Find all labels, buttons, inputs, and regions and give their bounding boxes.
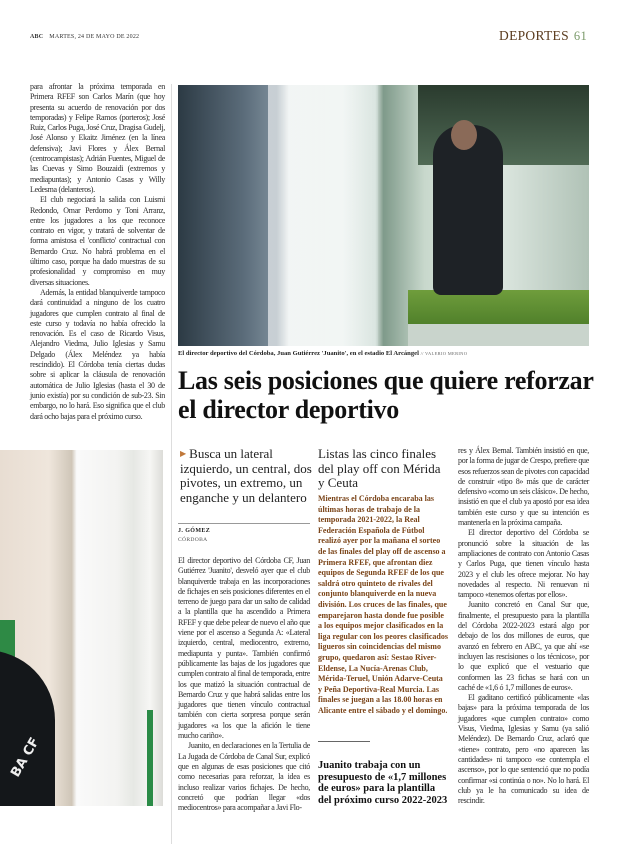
location: CÓRDOBA — [178, 537, 208, 543]
photo-caption — [178, 350, 598, 357]
caption-text: El director deportivo del Córdoba, Juan Gutiérrez 'Juanito', en el estadio El Arcángel — [178, 350, 419, 357]
page-header-right — [499, 28, 587, 44]
photo-glass-panel — [268, 85, 378, 346]
photo-person-head — [451, 120, 477, 150]
brand: ABC — [30, 34, 44, 40]
paragraph: El gaditano certificó públicamente «las bajas» para la próxima temporada de los jugadores «que cumplen contrato» como Visus, Viedma, Iglesias y Samu (ya salió Meléndez). De Bernardo Cruz, aclaró que «tiene» contrato, pero «no aparecen las cantidades» ni tampoco «se contempla el ascenso», por lo que sentenció que no podía confirmar «si continúa o no». No lo hará. El club ya le ha comunicado su idea de rescindir. — [458, 693, 589, 806]
paragraph: res y Álex Bernal. También insistió en que, por la forma de jugar de Crespo, prefiere que esos refuerzos sean de pivotes con capacidad de construir «tipo 8» más que de carácter defensivo «como un seis clásico». De hecho, insistió en que el club ya apostó por esa idea también este curso y que su intención es mantenerla en la próxima campaña. — [458, 446, 589, 528]
section-name: DEPORTES — [499, 28, 569, 43]
photo-base — [408, 324, 589, 346]
photo-pipe — [147, 710, 153, 806]
paragraph: El club negociará la salida con Luismi Redondo, Omar Perdomo y Toni Arranz, entre los jugadores a los que reconoce contrato en vigor, y tratará de solventar de forma amistosa el 'conflicto' contractual con Bernardo Cruz. No habrá problema en el último caso, porque ha dado muestras de su profesionalidad y compromiso en muy diversas situaciones. — [30, 195, 165, 287]
page-header-left — [30, 34, 139, 40]
paragraph: Además, la entidad blanquiverde tampoco dará continuidad a ninguno de los cuatro jugadores que cumplen contrato al final de este curso y todavía no había ofrecido la renovación. Es el caso de Ricardo Visus, Alejandro Viedma, Julio Iglesias y Samu Delgado (Álex Meléndez ya había rescindido). El Córdoba tenía ciertas dudas sobre si aplicar la cláusula de renovación automática de Julio Iglesias (hasta el 30 de junio existía) por su condición de sub-23. Sin embargo, no lo hará. Eso significa que el club dará ocho bajas para el próximo curso. — [30, 287, 165, 421]
divider — [178, 523, 310, 524]
headline: Las seis posiciones que quiere reforzar el director deportivo — [178, 366, 594, 424]
triangle-icon: ▶ — [180, 449, 187, 458]
subheadline: Juanito trabaja con un presupuesto de «1,7 millones de euros» para la plantilla del próximo curso 2022-2023 — [318, 760, 448, 806]
shirt-logo: BA CF — [8, 735, 43, 780]
author: J. GÓMEZ — [178, 528, 211, 534]
page-number: 61 — [573, 29, 587, 43]
column-divider — [171, 84, 172, 844]
paragraph: El director deportivo del Córdoba se pronunció sobre la situación de las ampliaciones de contrato con Antonio Casas y Carlos Puga, que tienen vínculo hasta 2023 y el club les ofrece mejorar. No hay novedades al respecto. Ni renuevan ni tampoco «tenemos ofertas por ellos». — [458, 528, 589, 600]
photo-credit: // VALERIO MERINO — [420, 351, 468, 356]
paragraph: El director deportivo del Córdoba CF, Juan Gutiérrez 'Juanito', desveló ayer que el club blanquiverde trabaja en las incorporaciones de fichajes en seis posiciones diferentes en el terreno de juego para dar un salto de calidad a la plantilla que ha ascendido a Primera RFEF y que debe pelear de nuevo el año que viene por el ascenso a Segunda A: «Lateral izquierdo, central, mediocentro, extremo, mediapunta y punta». También confirmó públicamente las bajas de los jugadores que cumplen contrato al final de temporada, entre los que matizó la situación contractual de Bernardo Cruz y que habrá salidas entre los jugadores que tienen vínculo contractual también con cierta sorpresa porque serán jugadores «a los que la afición le tiene mucho cariño». — [178, 556, 310, 741]
main-photo — [178, 85, 589, 346]
article-column-1 — [178, 556, 310, 813]
paragraph: para afrontar la próxima temporada en Primera RFEF son Carlos Marín (que hoy presenta su acuerdo de renovación por dos temporadas) y Felipe Ramos (porteros); José Ruiz, Carlos Puga, José Cruz, Dragisa Gudelj, José Alonso y Ekaitz Jiménez (en la línea defensiva); Javi Flores y Álex Bernal (centrocampistas); Adrián Fuentes, Miguel de las Cuevas y Simo Bouzaidi (extremos y mediapuntas); y Antonio Casas y Willy Ledesma (delanteros). — [30, 82, 165, 194]
photo-shirt — [0, 650, 55, 806]
photo-grass — [408, 290, 589, 326]
byline — [178, 527, 210, 545]
kicker — [180, 447, 312, 505]
left-column-text — [30, 82, 165, 422]
side-photo — [0, 450, 163, 806]
article-column-3 — [458, 446, 589, 806]
photo-person — [433, 125, 503, 295]
paragraph: Juanito, en declaraciones en la Tertulia de La Jugada de Córdoba de Canal Sur, explicó que en algunas de esas posiciones que citó como necesarias para reforzar, la idea es incluso realizar varios fichajes. De hecho, concretó que podrían llegar «dos mediocentros» para acompañar a Javi Flo- — [178, 741, 310, 813]
date: MARTES, 24 DE MAYO DE 2022 — [49, 34, 140, 40]
sidebar-text: Mientras el Córdoba encaraba las últimas horas de trabajo de la temporada 2021-2022, la Real Federación Española de Fútbol realizó ayer por la mañana el sorteo de las finales del play off de ascenso a Primera RFEF, que afrontan diez equipos de Segunda RFEF de los que saldrá otro quinteto de rivales del conjunto blanquiverde en la nueva división. Los cruces de las finales, que emparejaron hasta donde fue posible a los equipos mejor clasificados en la liga regular con los peores clasificados ligueros sin coincidencias del mismo grupo, quedaron así: Sestao River-Eldense, La Nucía-Arenas Club, Mérida-Teruel, Unión Adarve-Ceuta y Peña Deportiva-Real Murcia. Las finales se juegan a las 18.00 horas en Alicante entre el sábado y el domingo. — [318, 494, 448, 715]
paragraph: Juanito concretó en Canal Sur que, finalmente, el presupuesto para la plantilla del Córdoba 2022-2023 estará algo por debajo de los dos millones de euros, que avanzó en febrero en ABC, ya que ahí «se incluyen las rescisiones o los técnicos», por lo que explicó que el vestuario que conformen las 23 fichas se hará con un caché de «1,6 ó 1,7 millones de euros». — [458, 600, 589, 692]
sidebar-title: Listas las cinco finales del play off con Mérida y Ceuta — [318, 446, 441, 490]
kicker-text: Busca un lateral izquierdo, un central, dos pivotes, un extremo, un enganche y un delantero — [180, 446, 312, 505]
divider — [318, 741, 370, 742]
